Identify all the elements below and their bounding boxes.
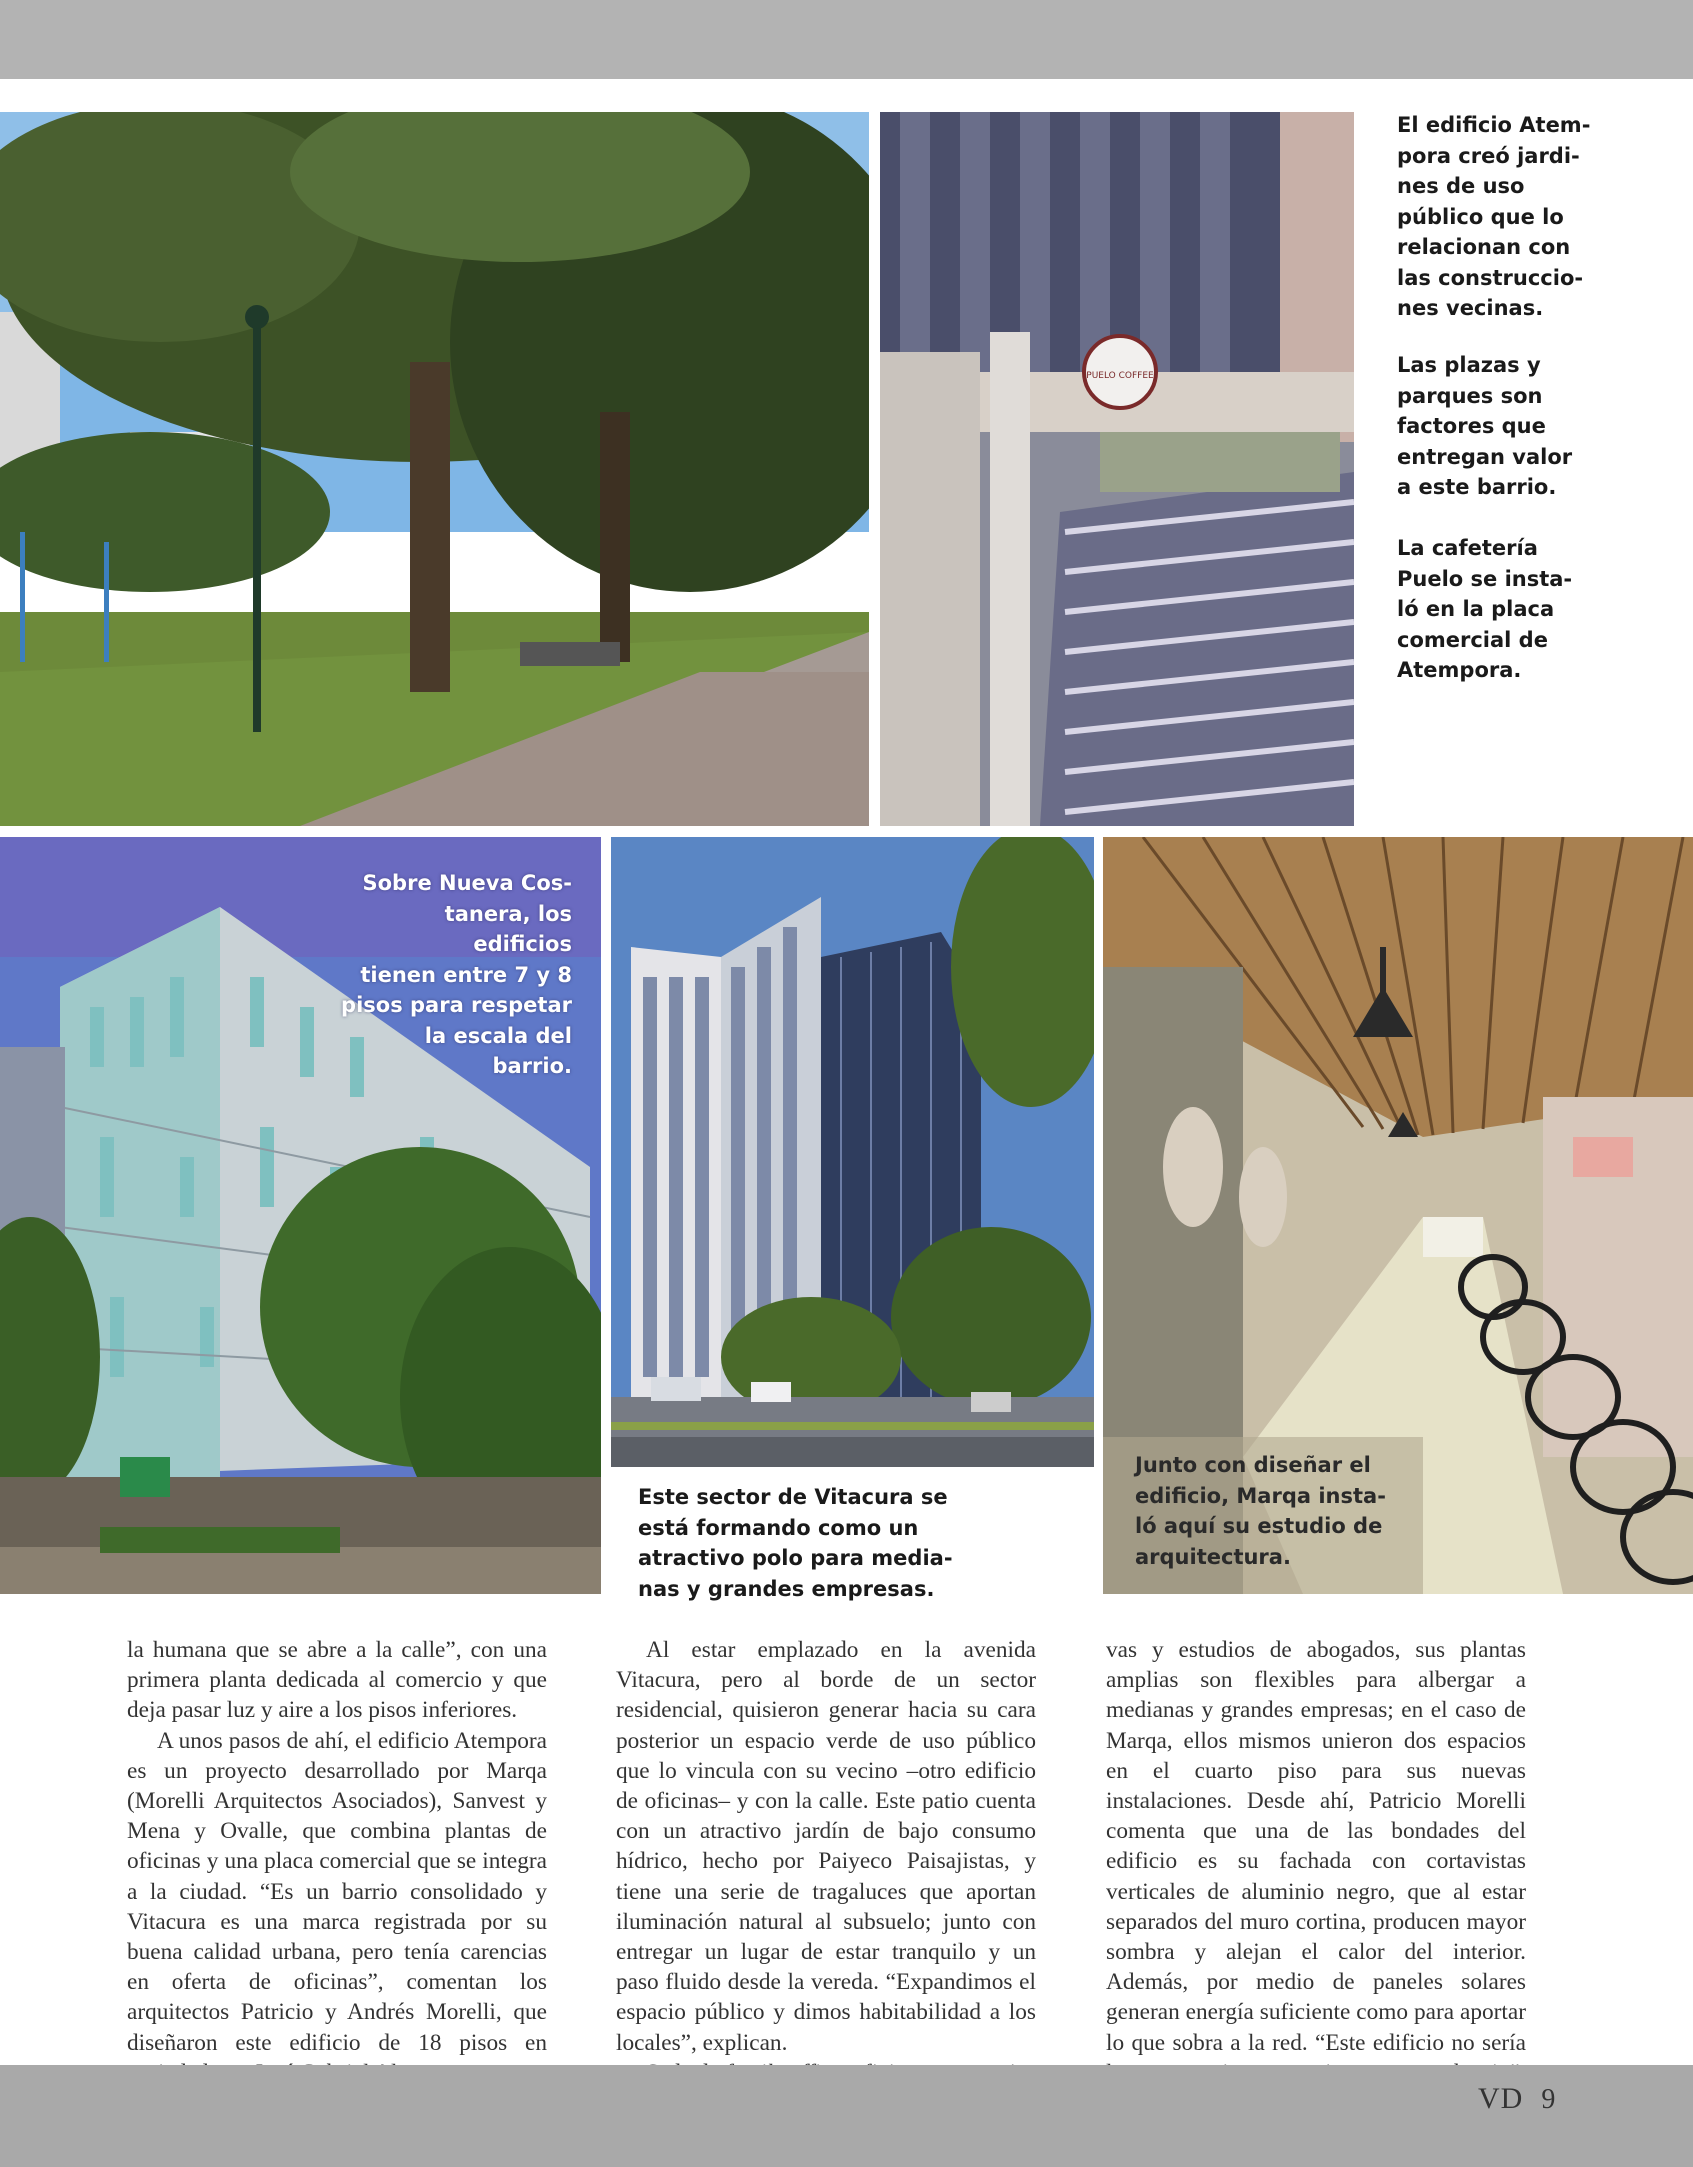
caption-nueva-costanera: Sobre Nueva Cos- tanera, los edificios tienen entre 7 y 8 pisos para respetar la escala del barrio. bbox=[341, 871, 572, 1078]
cafe-stairs-photo bbox=[880, 112, 1354, 826]
article-paragraph: Al estar emplazado en la avenida Vitacura, pero al borde de un sector residencial, quisieron generar hacia su cara posterior un espacio verde de uso público que lo vincula con su vecino –otro edificio de oficinas– y con la calle. Este patio cuenta con un atractivo jardín de bajo consumo hídrico, hecho por Paiyeco Paisajistas, y tiene una serie de tragaluces que aportan iluminación natural al subsuelo; junto con entregar un lugar de estar tranquilo y un paso fluido desde la vereda. “Expandimos el espacio público y dimos habitabilidad a los locales”, explican. bbox=[616, 1637, 1036, 2056]
vitacura-towers-photo bbox=[611, 837, 1094, 1467]
bottom-margin-band bbox=[0, 2065, 1693, 2167]
cafe-sign-text: PUELO COFFEE bbox=[1086, 371, 1154, 381]
article-column-3 bbox=[1106, 1635, 1526, 2118]
top-margin-band bbox=[0, 0, 1693, 79]
caption-vitacura-sector: Este sector de Vitacura se está formando como un atractivo polo para media- nas y grandes empresas. bbox=[638, 1485, 953, 1601]
caption-cafeteria: La cafetería Puelo se insta- ló en la placa comercial de Atempora. bbox=[1397, 536, 1573, 682]
caption-atempora-gardens: El edificio Atem- pora creó jardi- nes de uso público que lo relacionan con las construccio- nes vecinas. bbox=[1397, 113, 1591, 320]
article-column-1 bbox=[127, 1635, 547, 2088]
park-photo bbox=[0, 112, 869, 826]
article-paragraph bbox=[1106, 1635, 1526, 2118]
caption-plazas: Las plazas y parques son factores que entregan valor a este barrio. bbox=[1397, 353, 1573, 499]
article-paragraph: A unos pasos de ahí, el edificio Atempora es un proyecto desarrollado por Marqa (Morelli Arquitectos Asociados), Sanvest y Mena y Ovalle, que combina plantas de oficinas y una placa comercial que se integra a la ciudad. “Es un barrio consolidado y Vitacura es una marca registrada por su buena calidad urbana, pero tenía carencias en oferta de oficinas”, comentan los arquitectos Patricio y Andrés Morelli, que diseñaron este edificio de 18 pisos en bbox=[127, 1727, 547, 2056]
article-paragraph: la humana que se abre a la calle”, con una primera planta dedicada al comercio y que deja pasar luz y aire a los pisos inferiores. bbox=[127, 1637, 547, 1724]
magazine-logo: VD bbox=[1478, 2082, 1524, 2115]
caption-marqa-studio: Junto con diseñar el edificio, Marqa insta- ló aquí su estudio de arquitectura. bbox=[1135, 1453, 1386, 1569]
folio bbox=[1478, 2082, 1555, 2116]
page-number: 9 bbox=[1541, 2084, 1556, 2115]
article-text: vas y estudios de abogados, sus plantas amplias son flexibles para albergar a medianas y grandes empresas; en el caso de Marqa, ellos mismos unieron dos espacios en el cuarto piso para sus nuevas instalaciones. Desde ahí, Patricio Morelli comenta que una de las bondades del edificio es su fachada con cortavistas verticales de aluminio negro, que al estar separados del muro cortina, producen mayor sombra y alejan el calor del interior. Además, por medio de paneles solares generan energía suficiente como para aportar lo que sobra a la red. “Este edificio no sería bbox=[1106, 1637, 1526, 2056]
article-column-2 bbox=[616, 1635, 1036, 2088]
